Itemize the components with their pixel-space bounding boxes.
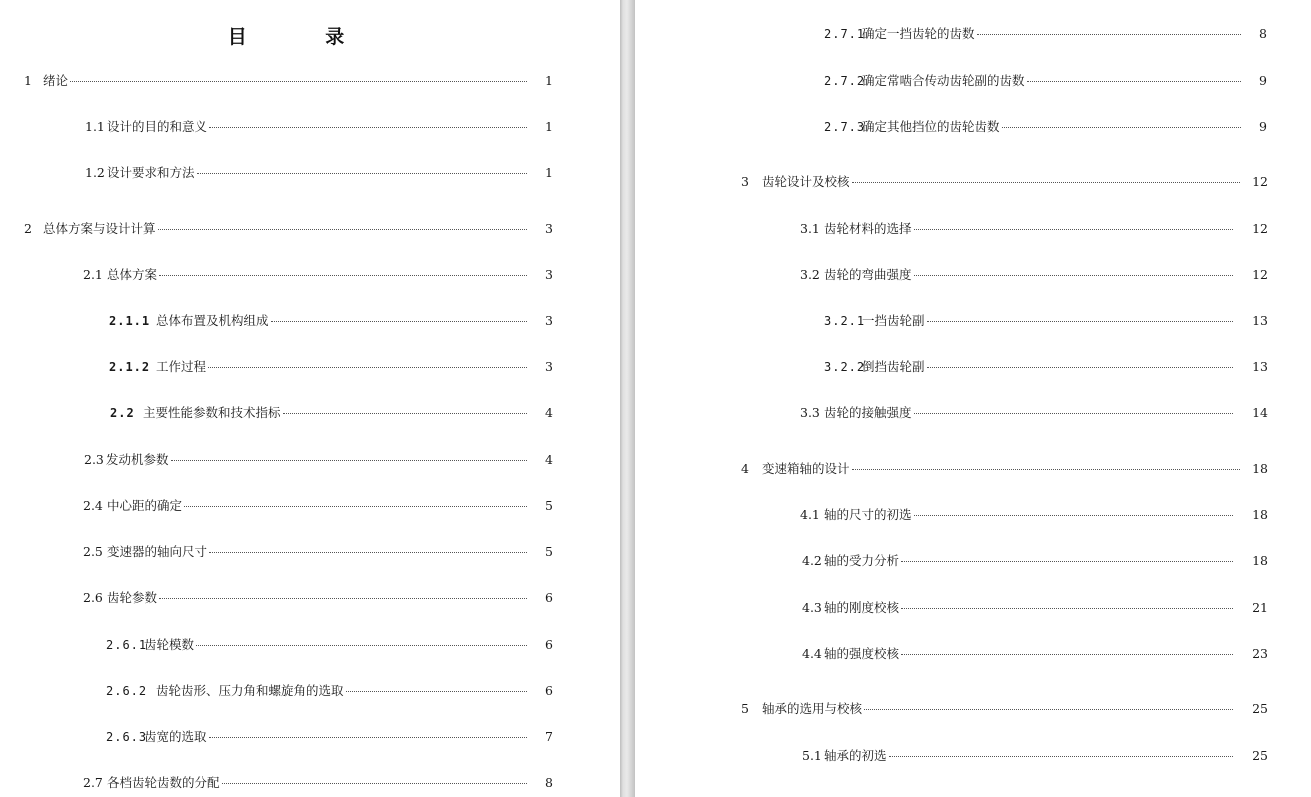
toc-entry-leader [1027,80,1241,82]
toc-entry-number: 1 [24,73,32,88]
toc-entry-number: 3 [741,174,749,189]
toc-entry-label: 绪论 [43,73,69,88]
toc-entry-page: 21 [1252,600,1268,615]
toc-entry-page: 12 [1252,267,1268,282]
toc-entry-label: 齿轮齿形、压力角和螺旋角的选取 [156,683,344,698]
toc-page-right [635,0,1311,797]
toc-entry-page: 12 [1252,221,1268,236]
toc-entry-number: 2.1 [83,267,103,282]
toc-entry-leader [171,459,527,461]
toc-entry[interactable] [824,73,1267,89]
toc-entry-leader [901,607,1233,609]
toc-entry-page: 14 [1252,405,1268,420]
toc-entry-label: 主要性能参数和技术指标 [143,405,281,420]
toc-entry-leader [914,412,1233,414]
toc-entry-label: 齿轮的接触强度 [824,405,912,420]
toc-entry[interactable] [824,313,1268,329]
toc-entry-label: 工作过程 [156,359,207,374]
toc-entry[interactable] [85,119,553,135]
toc-entry-page: 4 [545,452,553,467]
toc-entry-page: 5 [545,498,553,513]
toc-entry[interactable] [741,174,1268,190]
toc-entry-number: 4 [741,461,749,476]
toc-entry-page: 3 [545,221,553,236]
toc-entry-label: 变速器的轴向尺寸 [107,544,208,559]
toc-entry[interactable] [83,544,553,560]
toc-entry-label: 变速箱轴的设计 [762,461,850,476]
toc-entry-number: 2.4 [83,498,103,513]
toc-entry-page: 9 [1259,73,1267,88]
page-gutter [620,0,635,797]
toc-entry-page: 3 [545,267,553,282]
toc-entry-label: 中心距的确定 [107,498,183,513]
toc-entry-leader [208,366,527,368]
toc-entry-leader [209,126,527,128]
toc-entry-page: 6 [545,590,553,605]
toc-entry-label: 确定一挡齿轮的齿数 [862,26,975,41]
toc-entry[interactable] [741,461,1268,477]
toc-entry-number: 5 [741,701,749,716]
toc-entry[interactable] [106,637,553,653]
toc-entry[interactable] [83,267,553,283]
toc-entry-page: 6 [545,683,553,698]
toc-entry[interactable] [800,507,1268,523]
toc-entry[interactable] [800,267,1268,283]
toc-entry-page: 5 [545,544,553,559]
toc-entry-leader [901,653,1233,655]
toc-entry-leader [927,320,1233,322]
toc-entry-page: 18 [1252,553,1268,568]
toc-entry-label: 各档齿轮齿数的分配 [107,775,220,790]
toc-entry-leader [70,80,527,82]
toc-entry-leader [901,560,1233,562]
toc-entry-label: 齿轮设计及校核 [762,174,850,189]
toc-entry-number: 2 [24,221,32,236]
toc-entry-number: 4.2 [802,553,822,568]
toc-entry-page: 7 [545,729,553,744]
toc-entry-number: 2.6.1 [106,638,148,652]
toc-entry-label: 确定常啮合传动齿轮副的齿数 [862,73,1025,88]
toc-entry-leader [209,551,527,553]
toc-entry-leader [914,228,1233,230]
toc-entry[interactable] [824,359,1268,375]
toc-entry[interactable] [109,313,553,329]
toc-title: 目 录 [227,26,381,48]
toc-entry[interactable] [802,646,1268,662]
toc-entry-label: 齿轮模数 [144,637,195,652]
toc-entry-label: 轴承的选用与校核 [762,701,863,716]
toc-entry-leader [977,33,1241,35]
toc-entry-number: 1.1 [85,119,105,134]
toc-entry-number: 2.1.1 [109,314,151,328]
toc-entry[interactable] [24,73,553,89]
toc-entry-label: 齿轮材料的选择 [824,221,912,236]
toc-entry-page: 1 [545,73,553,88]
toc-entry-page: 8 [1259,26,1267,41]
toc-entry-leader [914,274,1233,276]
toc-entry-label: 轴的强度校核 [824,646,900,661]
toc-entry-leader [209,736,527,738]
toc-entry-page: 18 [1252,507,1268,522]
toc-entry-leader [864,708,1233,710]
toc-entry-label: 轴的受力分析 [824,553,900,568]
toc-entry-leader [1002,126,1241,128]
toc-entry-number: 2.6 [83,590,103,605]
toc-entry-page: 25 [1252,701,1268,716]
toc-entry[interactable] [802,748,1268,764]
toc-entry-label: 倒挡齿轮副 [862,359,925,374]
toc-entry-leader [159,597,527,599]
toc-entry-leader [197,172,527,174]
toc-entry-label: 设计要求和方法 [107,165,195,180]
toc-entry-number: 2.7.1 [824,27,866,41]
toc-entry[interactable] [83,498,553,514]
toc-entry-label: 总体布置及机构组成 [156,313,269,328]
toc-entry-leader [927,366,1233,368]
toc-entry-leader [159,274,527,276]
toc-entry-number: 2.1.2 [109,360,151,374]
toc-entry-label: 轴的刚度校核 [824,600,900,615]
toc-entry-label: 确定其他挡位的齿轮齿数 [862,119,1000,134]
toc-entry-page: 4 [545,405,553,420]
toc-entry-leader [852,181,1240,183]
toc-entry-number: 3.2.2 [824,360,866,374]
toc-entry-number: 5.1 [802,748,822,763]
toc-entry-page: 25 [1252,748,1268,763]
toc-entry-page: 13 [1252,313,1268,328]
toc-entry[interactable] [800,221,1268,237]
toc-entry[interactable] [110,405,553,421]
toc-entry-number: 2.2 [110,406,135,420]
toc-entry-leader [852,468,1240,470]
toc-entry-page: 18 [1252,461,1268,476]
toc-entry-leader [346,690,527,692]
toc-entry-number: 4.4 [802,646,822,661]
toc-entry[interactable] [802,553,1268,569]
toc-entry-page: 1 [545,119,553,134]
toc-entry-label: 齿轮的弯曲强度 [824,267,912,282]
toc-entry-number: 2.7 [83,775,103,790]
toc-page-left [0,0,620,797]
toc-entry-number: 2.7.2 [824,74,866,88]
toc-entry-leader [914,514,1233,516]
toc-entry-number: 1.2 [85,165,105,180]
toc-entry[interactable] [802,600,1268,616]
toc-entry-leader [196,644,527,646]
toc-entry[interactable] [109,359,553,375]
toc-entry-leader [222,782,527,784]
toc-entry-page: 12 [1252,174,1268,189]
toc-entry-label: 一挡齿轮副 [862,313,925,328]
toc-entry-number: 3.1 [800,221,820,236]
toc-entry-number: 3.2.1 [824,314,866,328]
toc-entry-label: 设计的目的和意义 [107,119,208,134]
toc-entry-number: 2.7.3 [824,120,866,134]
toc-entry[interactable] [824,119,1267,135]
toc-entry-page: 13 [1252,359,1268,374]
toc-entry-number: 3.3 [800,405,820,420]
toc-entry[interactable] [824,26,1267,42]
toc-entry-page: 23 [1252,646,1268,661]
toc-entry-label: 齿轮参数 [107,590,158,605]
toc-entry-leader [283,412,527,414]
toc-entry[interactable] [106,683,553,699]
toc-entry-page: 9 [1259,119,1267,134]
toc-entry-page: 8 [545,775,553,790]
toc-entry-label: 齿宽的选取 [144,729,207,744]
toc-entry-label: 总体方案与设计计算 [43,221,156,236]
toc-entry-page: 3 [545,359,553,374]
toc-entry-leader [158,228,527,230]
toc-entry-page: 6 [545,637,553,652]
toc-entry-label: 发动机参数 [106,452,169,467]
toc-entry-number: 4.1 [800,507,820,522]
toc-entry-number: 3.2 [800,267,820,282]
toc-entry-label: 轴的尺寸的初选 [824,507,912,522]
toc-entry[interactable] [741,701,1268,717]
toc-entry-leader [271,320,527,322]
toc-entry-page: 1 [545,165,553,180]
toc-entry-number: 4.3 [802,600,822,615]
toc-entry[interactable] [84,452,553,468]
toc-entry-number: 2.5 [83,544,103,559]
toc-entry[interactable] [85,165,553,181]
toc-entry-number: 2.6.3 [106,730,148,744]
toc-entry-number: 2.3 [84,452,104,467]
toc-entry[interactable] [800,405,1268,421]
toc-entry[interactable] [24,221,553,237]
toc-entry-label: 总体方案 [107,267,158,282]
toc-entry-page: 3 [545,313,553,328]
toc-entry-leader [889,755,1233,757]
toc-entry-label: 轴承的初选 [824,748,887,763]
toc-entry[interactable] [83,590,553,606]
toc-entry-leader [184,505,527,507]
toc-entry[interactable] [106,729,553,745]
toc-entry[interactable] [83,775,553,791]
toc-entry-number: 2.6.2 [106,684,148,698]
